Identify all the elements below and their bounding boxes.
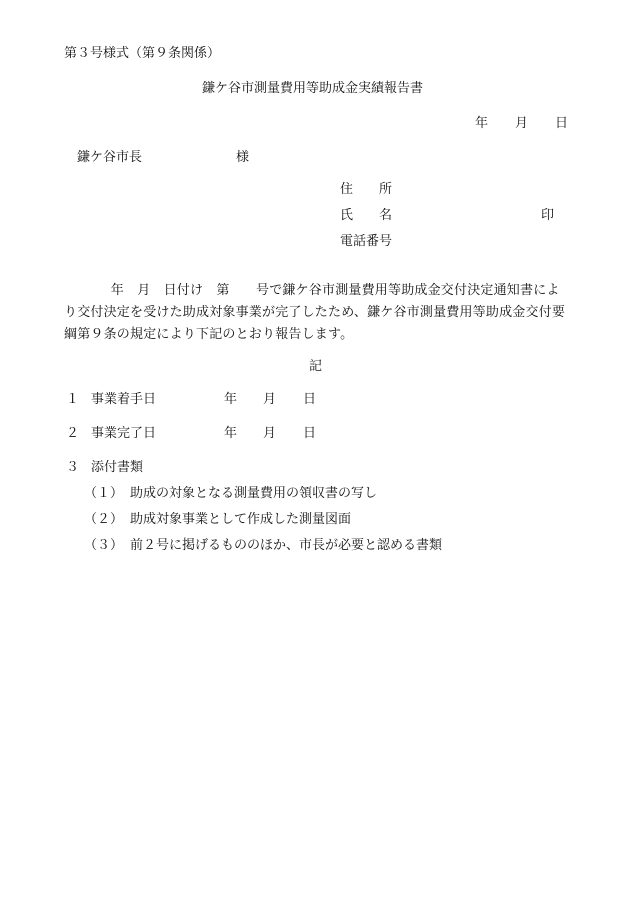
ki-heading: 記 [309,359,323,374]
item-month: 月 [263,426,277,441]
address-label: 住 所 [340,182,393,197]
phone-label: 電話番号 [340,234,393,249]
addressee-name: 鎌ケ谷市長 [77,150,143,165]
item-day: 日 [303,392,317,407]
item-year: 年 [224,392,238,407]
item-month: 月 [263,392,277,407]
attachment-text: 助成対象事業として作成した測量図面 [130,512,352,527]
seal-mark: 印 [541,208,555,223]
attachments-heading: 添付書類 [91,460,144,475]
date-year: 年 [475,116,489,131]
item-day: 日 [303,426,317,441]
name-label: 氏 名 [340,208,393,223]
item-number: ２ [66,426,80,441]
report-body-text: 年 月 日付け 第 号で鎌ケ谷市測量費用等助成金交付決定通知書により交付決定を受けた助成対象事業が完了したため、鎌ケ谷市測量費用等助成金交付要綱第９条の規定により下記のとおり報告します。 [64,283,566,342]
addressee-honorific: 様 [236,150,250,165]
date-day: 日 [555,116,569,131]
item-label: 事業完了日 [91,426,157,441]
item-number: １ [66,392,80,407]
form-number: 第３号様式（第９条関係） [64,46,221,61]
attachment-text: 前２号に掲げるもののほか、市長が必要と認める書類 [130,538,443,553]
document-title: 鎌ケ谷市測量費用等助成金実績報告書 [202,81,424,96]
attachment-number: （１） [84,486,124,501]
date-month: 月 [515,116,529,131]
item-year: 年 [224,426,238,441]
attachments-number: ３ [66,460,80,475]
item-label: 事業着手日 [91,392,157,407]
attachment-number: （３） [84,538,124,553]
attachment-number: （２） [84,512,124,527]
attachment-text: 助成の対象となる測量費用の領収書の写し [130,486,378,501]
